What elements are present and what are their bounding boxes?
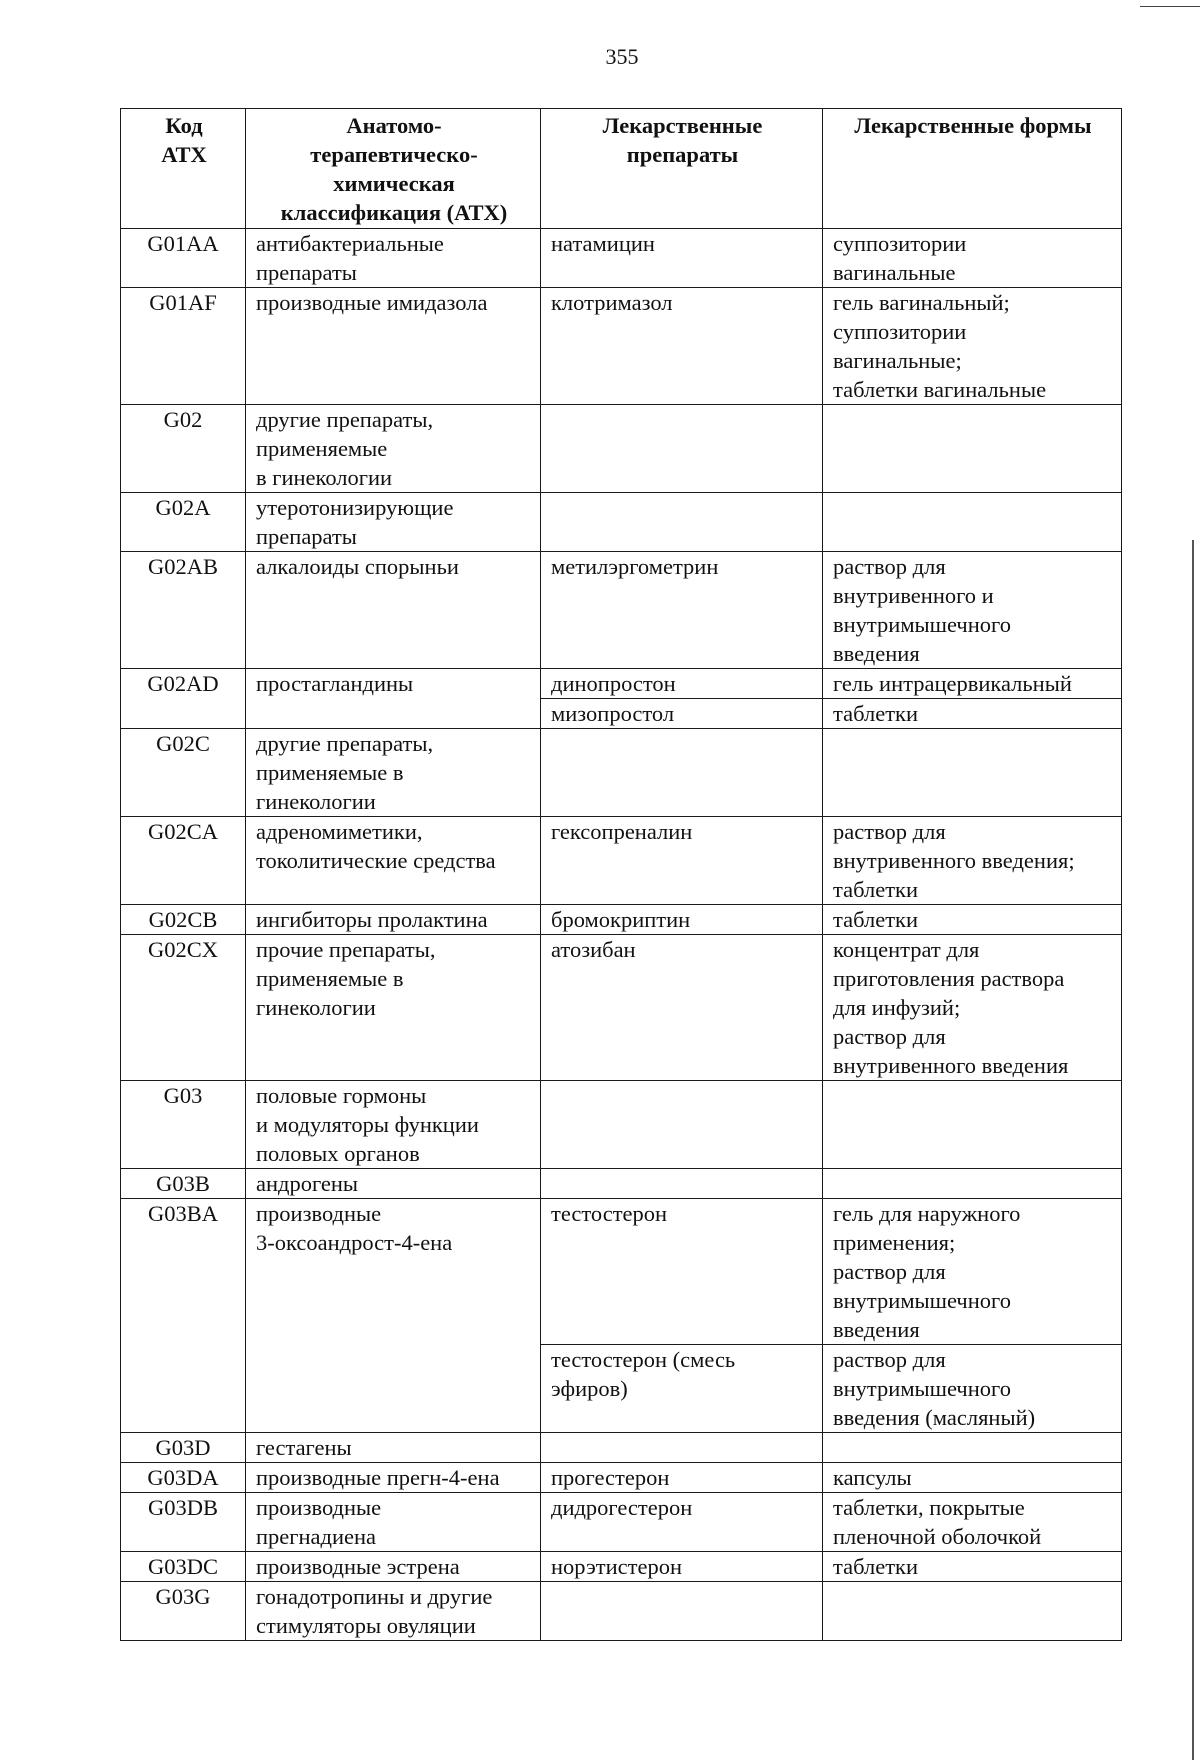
atc-code-cell: G02CX [121,935,246,1081]
dosage-form-line: внутримышечного [833,1288,1011,1313]
dosage-form-cell [823,288,1122,405]
classification-cell [246,1493,541,1552]
atc-code-cell: G03B [121,1169,246,1199]
classification-line: антибактериальные [256,231,444,256]
dosage-form-line: суппозитории [833,231,967,256]
drug-name-cell [541,405,823,493]
dosage-form-line: раствор для [833,1024,946,1049]
scan-edge-line [1192,540,1194,1760]
table-row [121,1582,1122,1641]
classification-line: другие препараты, [256,407,434,432]
classification-cell [246,1582,541,1641]
drug-name-line: тестостерон [551,1201,668,1226]
header-line: Лекарственные [602,113,763,138]
drug-name-cell [541,1345,823,1433]
classification-line: токолитические средства [256,848,496,873]
dosage-form-line: внутримышечного [833,1376,1011,1401]
table-header-row [121,109,1122,229]
table-row [121,1552,1122,1582]
dosage-form-line: пленочной оболочкой [833,1524,1042,1549]
dosage-form-cell [823,817,1122,905]
table-row [121,817,1122,905]
classification-line: половых органов [256,1141,420,1166]
classification-line: другие препараты, [256,731,434,756]
drug-name-line: дидрогестерон [551,1495,693,1520]
classification-line: ингибиторы пролактина [256,907,488,932]
dosage-form-line: введения [833,1317,920,1342]
header-line: Анатомо- [346,113,442,138]
atc-code-cell: G01AA [121,229,246,288]
table-row [121,229,1122,288]
dosage-form-line: таблетки [833,701,919,726]
dosage-form-line: суппозитории [833,319,967,344]
classification-line: алкалоиды спорыньи [256,554,459,579]
drug-name-cell [541,288,823,405]
atc-code-cell: G02A [121,493,246,552]
drug-name-line: атозибан [551,937,636,962]
table-row [121,405,1122,493]
classification-line: половые гормоны [256,1083,427,1108]
dosage-form-line: для инфузий; [833,995,961,1020]
dosage-form-line: внутривенного и [833,583,994,608]
dosage-form-cell [823,1433,1122,1463]
header-line: Лекарственные формы [854,113,1092,138]
header-dosage-forms [823,109,1122,229]
drug-name-line: динопростон [551,671,676,696]
atc-code-cell: G03G [121,1582,246,1641]
classification-line: применяемые в [256,966,404,991]
drug-name-line: тестостерон (смесь [551,1347,736,1372]
table-row [121,288,1122,405]
header-drugs [541,109,823,229]
drug-name-cell [541,1493,823,1552]
classification-cell [246,817,541,905]
classification-line: стимуляторы овуляции [256,1613,476,1638]
dosage-form-line: введения [833,641,920,666]
classification-line: применяемые [256,436,388,461]
dosage-form-line: внутривенного введения [833,1053,1069,1078]
classification-line: производные [256,1201,382,1226]
drug-name-cell [541,1552,823,1582]
header-line: препараты [626,142,739,167]
drug-name-cell [541,1463,823,1493]
classification-line: гинекологии [256,789,376,814]
dosage-form-cell [823,905,1122,935]
classification-cell [246,1552,541,1582]
table-body [121,229,1122,1641]
header-line: классификация (АТХ) [280,200,508,225]
dosage-form-cell [823,1552,1122,1582]
classification-line: и модуляторы функции [256,1112,479,1137]
dosage-form-line: вагинальные [833,260,956,285]
drug-name-cell [541,1169,823,1199]
header-line: химическая [333,171,455,196]
table-row [121,1433,1122,1463]
dosage-form-cell [823,669,1122,699]
classification-cell [246,1199,541,1433]
drug-name-cell [541,817,823,905]
drug-name-cell [541,699,823,729]
classification-cell [246,288,541,405]
drug-name-line: эфиров) [551,1376,628,1401]
classification-line: простагландины [256,671,414,696]
dosage-form-cell [823,729,1122,817]
classification-line: прочие препараты, [256,937,436,962]
header-atc-code [121,109,246,229]
dosage-form-line: раствор для [833,819,946,844]
header-classification [246,109,541,229]
dosage-form-cell [823,1582,1122,1641]
drug-name-cell [541,1081,823,1169]
classification-line: адреномиметики, [256,819,423,844]
table-row [121,1169,1122,1199]
dosage-form-line: введения (масляный) [833,1405,1036,1430]
dosage-form-line: раствор для [833,1259,946,1284]
dosage-form-line: таблетки [833,1554,919,1579]
table-row [121,1199,1122,1345]
dosage-form-line: таблетки [833,877,919,902]
dosage-form-cell [823,1199,1122,1345]
atc-table [120,108,1122,1641]
dosage-form-line: внутривенного введения; [833,848,1075,873]
dosage-form-line: капсулы [833,1465,912,1490]
dosage-form-cell [823,935,1122,1081]
dosage-form-line: вагинальные; [833,348,962,373]
dosage-form-line: приготовления раствора [833,966,1065,991]
classification-line: гинекологии [256,995,376,1020]
classification-line: гонадотропины и другие [256,1584,493,1609]
dosage-form-cell [823,699,1122,729]
drug-name-cell [541,1582,823,1641]
dosage-form-line: таблетки, покрытые [833,1495,1025,1520]
classification-cell [246,229,541,288]
classification-cell [246,1081,541,1169]
drug-name-cell [541,935,823,1081]
table-row [121,493,1122,552]
classification-cell [246,493,541,552]
table-row [121,1493,1122,1552]
drug-name-cell [541,229,823,288]
drug-name-cell [541,1199,823,1345]
atc-code-cell: G02 [121,405,246,493]
table-row [121,935,1122,1081]
atc-code-cell: G02CA [121,817,246,905]
drug-name-line: мизопростол [551,701,675,726]
classification-cell [246,405,541,493]
drug-name-cell [541,1433,823,1463]
table-row [121,552,1122,669]
dosage-form-line: внутримышечного [833,612,1011,637]
table-row [121,729,1122,817]
drug-name-line: норэтистерон [551,1554,682,1579]
header-line: Код [165,113,203,138]
atc-code-cell: G02AD [121,669,246,729]
classification-cell [246,1169,541,1199]
classification-cell [246,552,541,669]
header-line: АТХ [161,142,207,167]
dosage-form-cell [823,229,1122,288]
classification-line: применяемые в [256,760,404,785]
drug-name-line: гексопреналин [551,819,693,844]
drug-name-line: прогестерон [551,1465,670,1490]
atc-code-cell: G03DC [121,1552,246,1582]
drug-name-line: метилэргометрин [551,554,719,579]
table-row [121,1081,1122,1169]
classification-line: прегнадиена [256,1524,377,1549]
classification-line: 3-оксоандрост-4-ена [256,1230,453,1255]
dosage-form-line: гель вагинальный; [833,290,1010,315]
drug-name-cell [541,729,823,817]
drug-name-line: клотримазол [551,290,673,315]
dosage-form-line: применения; [833,1230,956,1255]
atc-code-cell: G03DB [121,1493,246,1552]
dosage-form-cell [823,1169,1122,1199]
dosage-form-cell [823,405,1122,493]
dosage-form-line: гель для наружного [833,1201,1021,1226]
classification-line: производные эстрена [256,1554,460,1579]
classification-line: препараты [256,260,357,285]
scan-edge-mark [1140,6,1200,7]
atc-code-cell: G03DA [121,1463,246,1493]
classification-cell [246,669,541,729]
table-row [121,669,1122,699]
classification-line: производные имидазола [256,290,488,315]
dosage-form-cell [823,552,1122,669]
classification-cell [246,935,541,1081]
atc-code-cell: G02AB [121,552,246,669]
drug-name-line: натамицин [551,231,655,256]
classification-cell [246,729,541,817]
atc-code-cell: G01AF [121,288,246,405]
dosage-form-line: таблетки вагинальные [833,377,1047,402]
atc-code-cell: G03 [121,1081,246,1169]
drug-name-cell [541,552,823,669]
classification-line: утеротонизирующие [256,495,454,520]
dosage-form-line: концентрат для [833,937,980,962]
atc-code-cell: G03BA [121,1199,246,1433]
header-line: терапевтическо- [310,142,478,167]
classification-cell [246,1433,541,1463]
drug-name-cell [541,493,823,552]
drug-name-cell [541,905,823,935]
dosage-form-line: гель интрацервикальный [833,671,1072,696]
dosage-form-cell [823,1493,1122,1552]
classification-line: производные прегн-4-ена [256,1465,500,1490]
dosage-form-cell [823,1081,1122,1169]
dosage-form-line: раствор для [833,554,946,579]
dosage-form-cell [823,493,1122,552]
table-row [121,1463,1122,1493]
drug-name-line: бромокриптин [551,907,691,932]
classification-line: препараты [256,524,357,549]
atc-code-cell: G02CB [121,905,246,935]
dosage-form-line: раствор для [833,1347,946,1372]
atc-code-cell: G02C [121,729,246,817]
classification-cell [246,905,541,935]
page-number: 355 [605,44,639,69]
classification-line: в гинекологии [256,465,393,490]
atc-code-cell: G03D [121,1433,246,1463]
classification-cell [246,1463,541,1493]
dosage-form-cell [823,1463,1122,1493]
table-row [121,905,1122,935]
dosage-form-cell [823,1345,1122,1433]
classification-line: производные [256,1495,382,1520]
classification-line: андрогены [256,1171,359,1196]
classification-line: гестагены [256,1435,352,1460]
dosage-form-line: таблетки [833,907,919,932]
drug-name-cell [541,669,823,699]
